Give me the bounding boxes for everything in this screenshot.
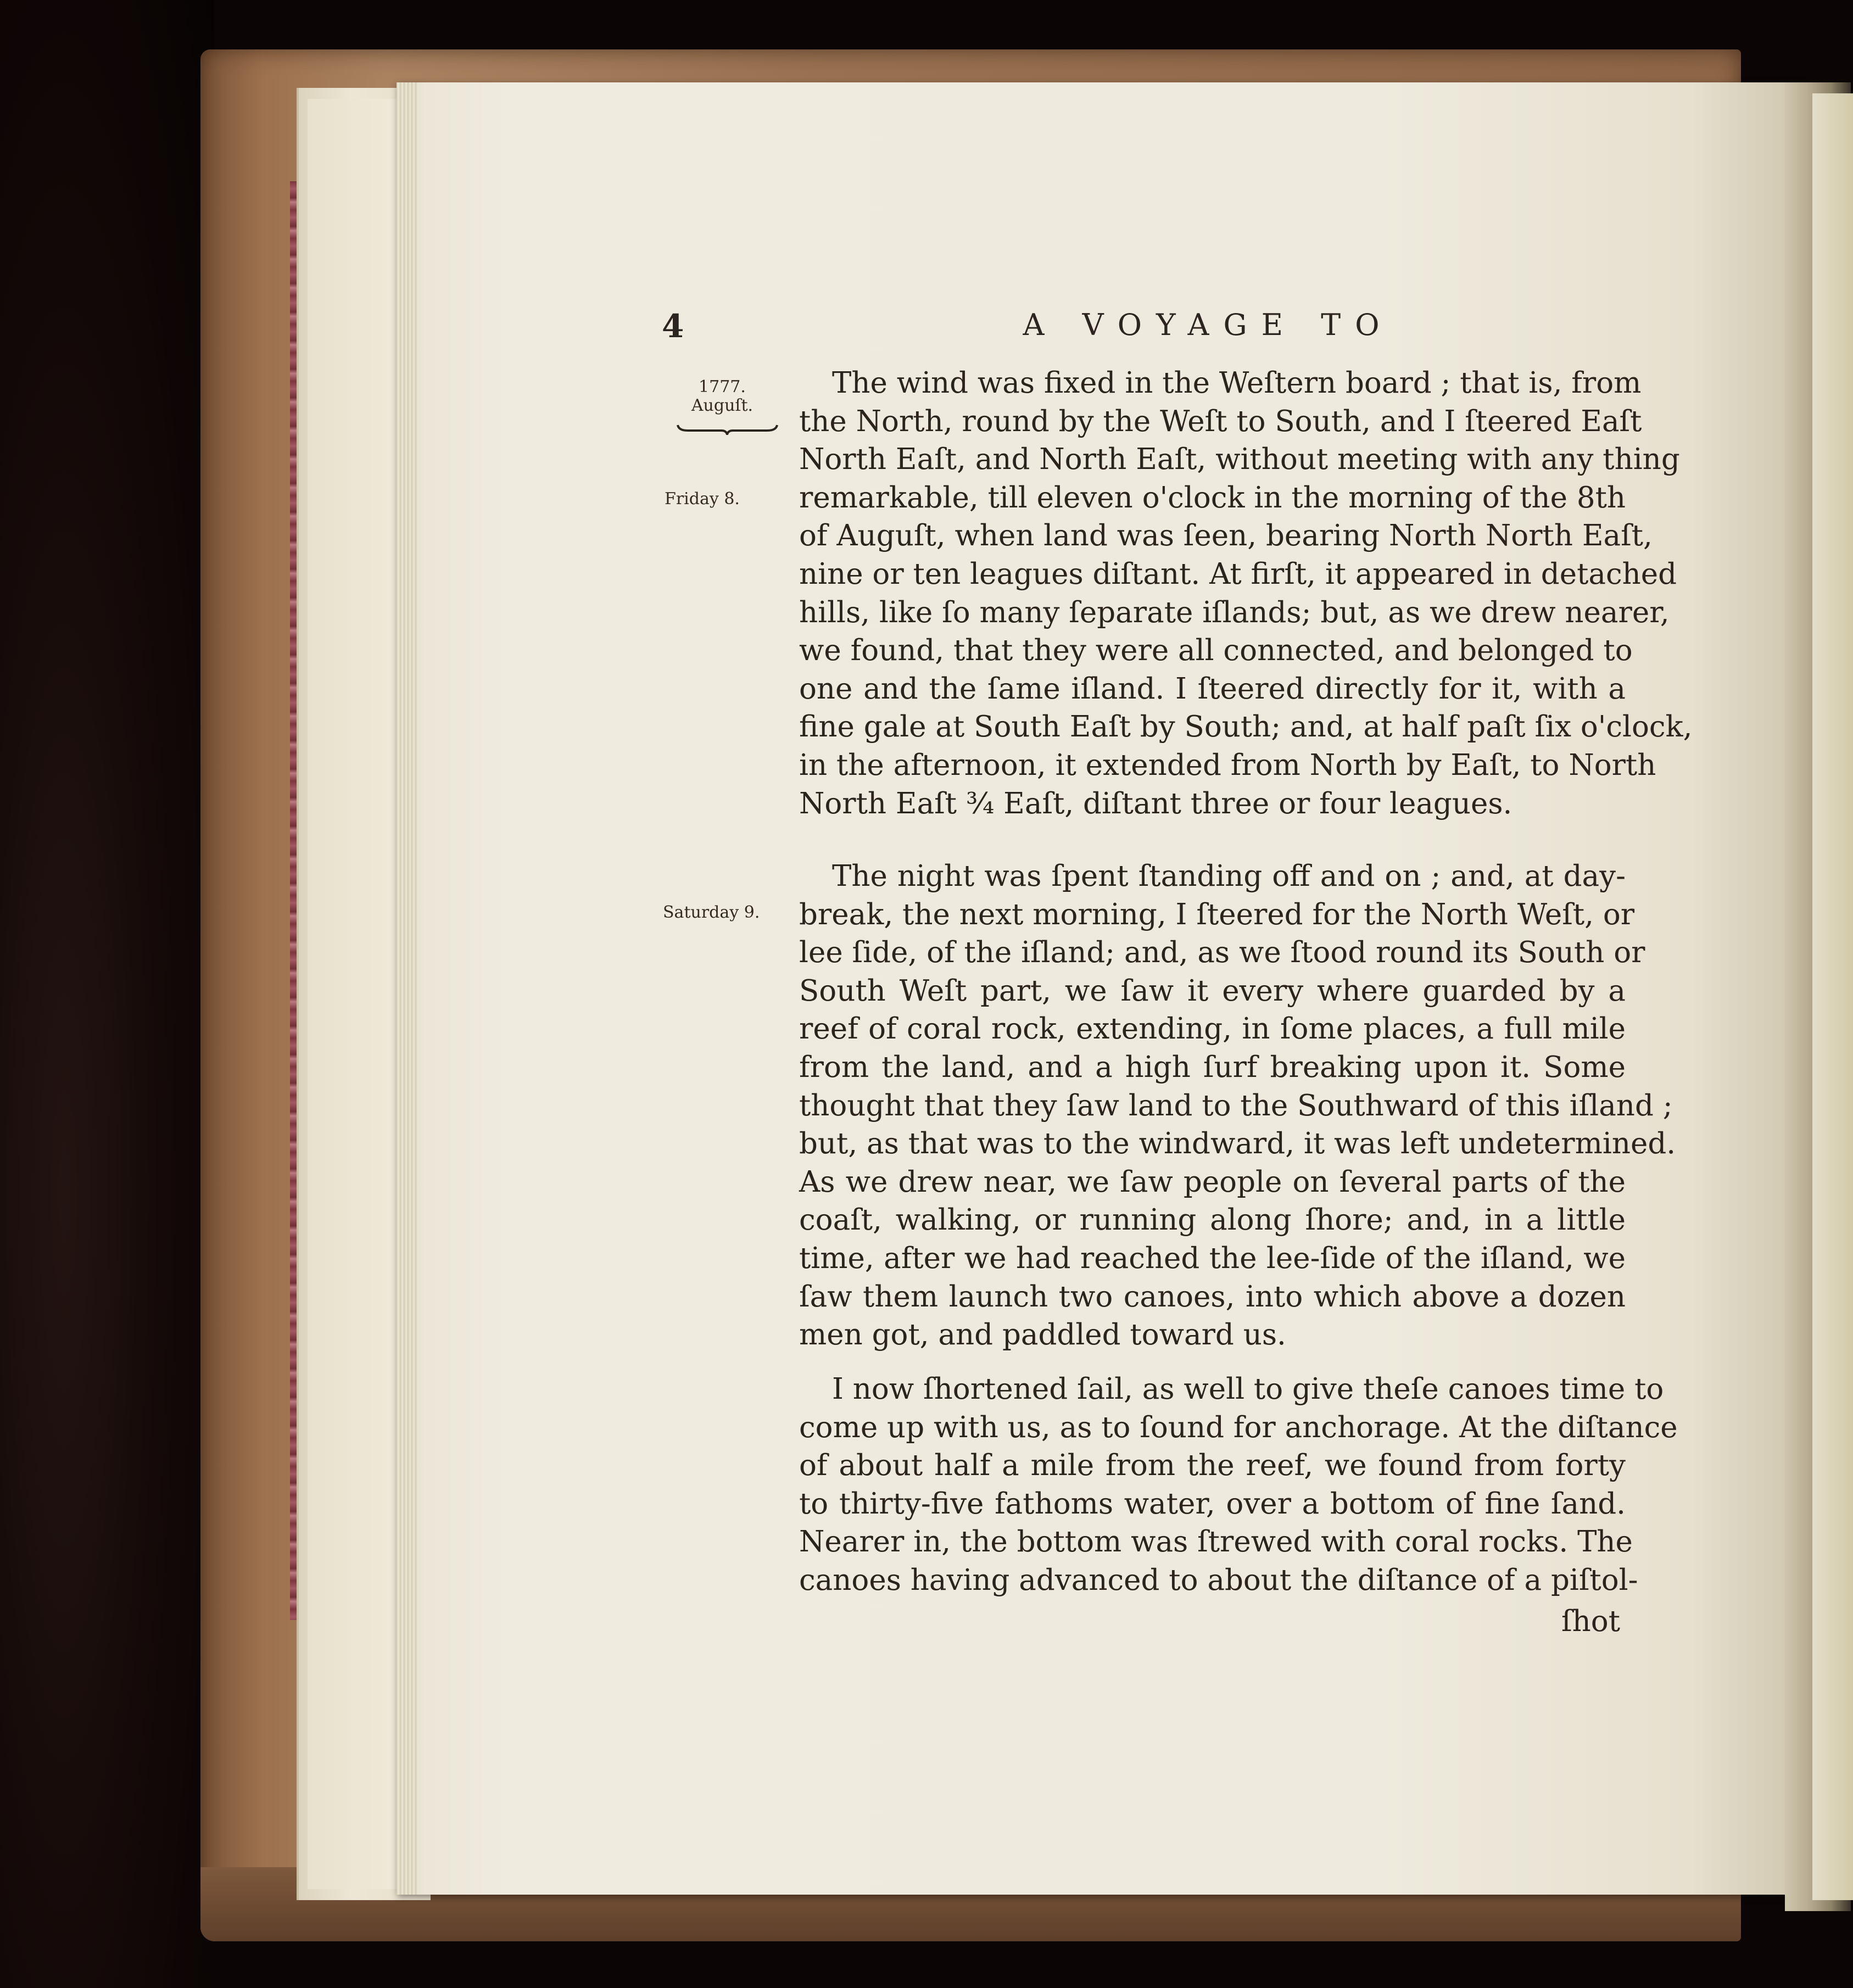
- text-line: one and the ſame iſland. I ſteered directly for it, with a: [799, 672, 1626, 706]
- margin-brace: [677, 423, 778, 435]
- text-line: The wind was fixed in the Weſtern board ; that is, from: [832, 366, 1642, 400]
- paragraph-2: [799, 857, 1676, 1354]
- page-number: 4: [662, 308, 684, 345]
- text-line: men got, and paddled toward us.: [799, 1318, 1286, 1352]
- text-line: to thirty-five fathoms water, over a bottom of fine ſand.: [799, 1487, 1626, 1521]
- margin-date: [673, 378, 772, 415]
- text-line: North Eaſt ¾ Eaſt, diſtant three or four leagues.: [799, 786, 1512, 820]
- text-line: North Eaſt, and North Eaſt, without meeting with any thing: [799, 443, 1680, 477]
- text-line: we found, that they were all connected, and belonged to: [799, 634, 1633, 668]
- background-dark: [0, 0, 214, 1988]
- text-line: break, the next morning, I ſteered for the North Weſt, or: [799, 897, 1635, 931]
- text-line: I now ſhortened ſail, as well to give theſe canoes time to: [832, 1372, 1664, 1406]
- text-line: of Auguſt, when land was ſeen, bearing North North Eaſt,: [799, 519, 1653, 553]
- page-edges: [397, 82, 418, 1895]
- paragraph-1: [799, 364, 1693, 823]
- text-line: lee ſide, of the iſland; and, as we ſtood round its South or: [799, 936, 1645, 970]
- text-line: of about half a mile from the reef, we found from forty: [799, 1449, 1626, 1483]
- text-line: Nearer in, the bottom was ſtrewed with coral rocks. The: [799, 1525, 1633, 1559]
- text-line: from the land, and a high ſurf breaking upon it. Some: [799, 1050, 1626, 1084]
- text-line: remarkable, till eleven o'clock in the morning of the 8th: [799, 481, 1626, 515]
- catchword: ſhot: [1561, 1605, 1620, 1638]
- text-line: time, after we had reached the lee-ſide of the iſland, we: [799, 1241, 1626, 1275]
- text-line: but, as that was to the windward, it was left undetermined.: [799, 1127, 1676, 1161]
- paragraph-3: [799, 1370, 1678, 1600]
- text-line: coaſt, walking, or running along ſhore; and, in a little: [799, 1203, 1626, 1237]
- margin-year: 1777.: [699, 377, 746, 397]
- text-line: thought that they ſaw land to the Southward of this iſland ;: [799, 1088, 1673, 1123]
- text-line: The night was ſpent ſtanding off and on ; and, at day-: [832, 859, 1626, 893]
- text-line: fine gale at South Eaſt by South; and, at half paſt ſix o'clock,: [799, 710, 1693, 744]
- text-line: ſaw them launch two canoes, into which above a dozen: [799, 1280, 1626, 1314]
- text-line: come up with us, as to ſound for anchorage. At the diſtance: [799, 1410, 1678, 1444]
- text-line: the North, round by the Weſt to South, and I ſteered Eaſt: [799, 404, 1642, 438]
- text-line: in the afternoon, it extended from North by Eaſt, to North: [799, 748, 1656, 782]
- margin-month: Auguſt.: [691, 396, 754, 415]
- margin-friday: Friday 8.: [665, 489, 740, 509]
- text-line: As we drew near, we ſaw people on ſeveral parts of the: [799, 1165, 1626, 1199]
- running-head: A VOYAGE TO: [1023, 308, 1394, 342]
- text-line: canoes having advanced to about the diſtance of a piſtol-: [799, 1563, 1638, 1597]
- margin-saturday: Saturday 9.: [663, 903, 760, 922]
- text-line: South Weſt part, we ſaw it every where guarded by a: [799, 974, 1626, 1008]
- text-line: nine or ten leagues diſtant. At firſt, it appeared in detached: [799, 557, 1677, 591]
- text-line: hills, like ſo many ſeparate iſlands; but, as we drew nearer,: [799, 595, 1670, 629]
- facing-page-edge: [1812, 93, 1853, 1900]
- text-line: reef of coral rock, extending, in ſome places, a full mile: [799, 1012, 1626, 1046]
